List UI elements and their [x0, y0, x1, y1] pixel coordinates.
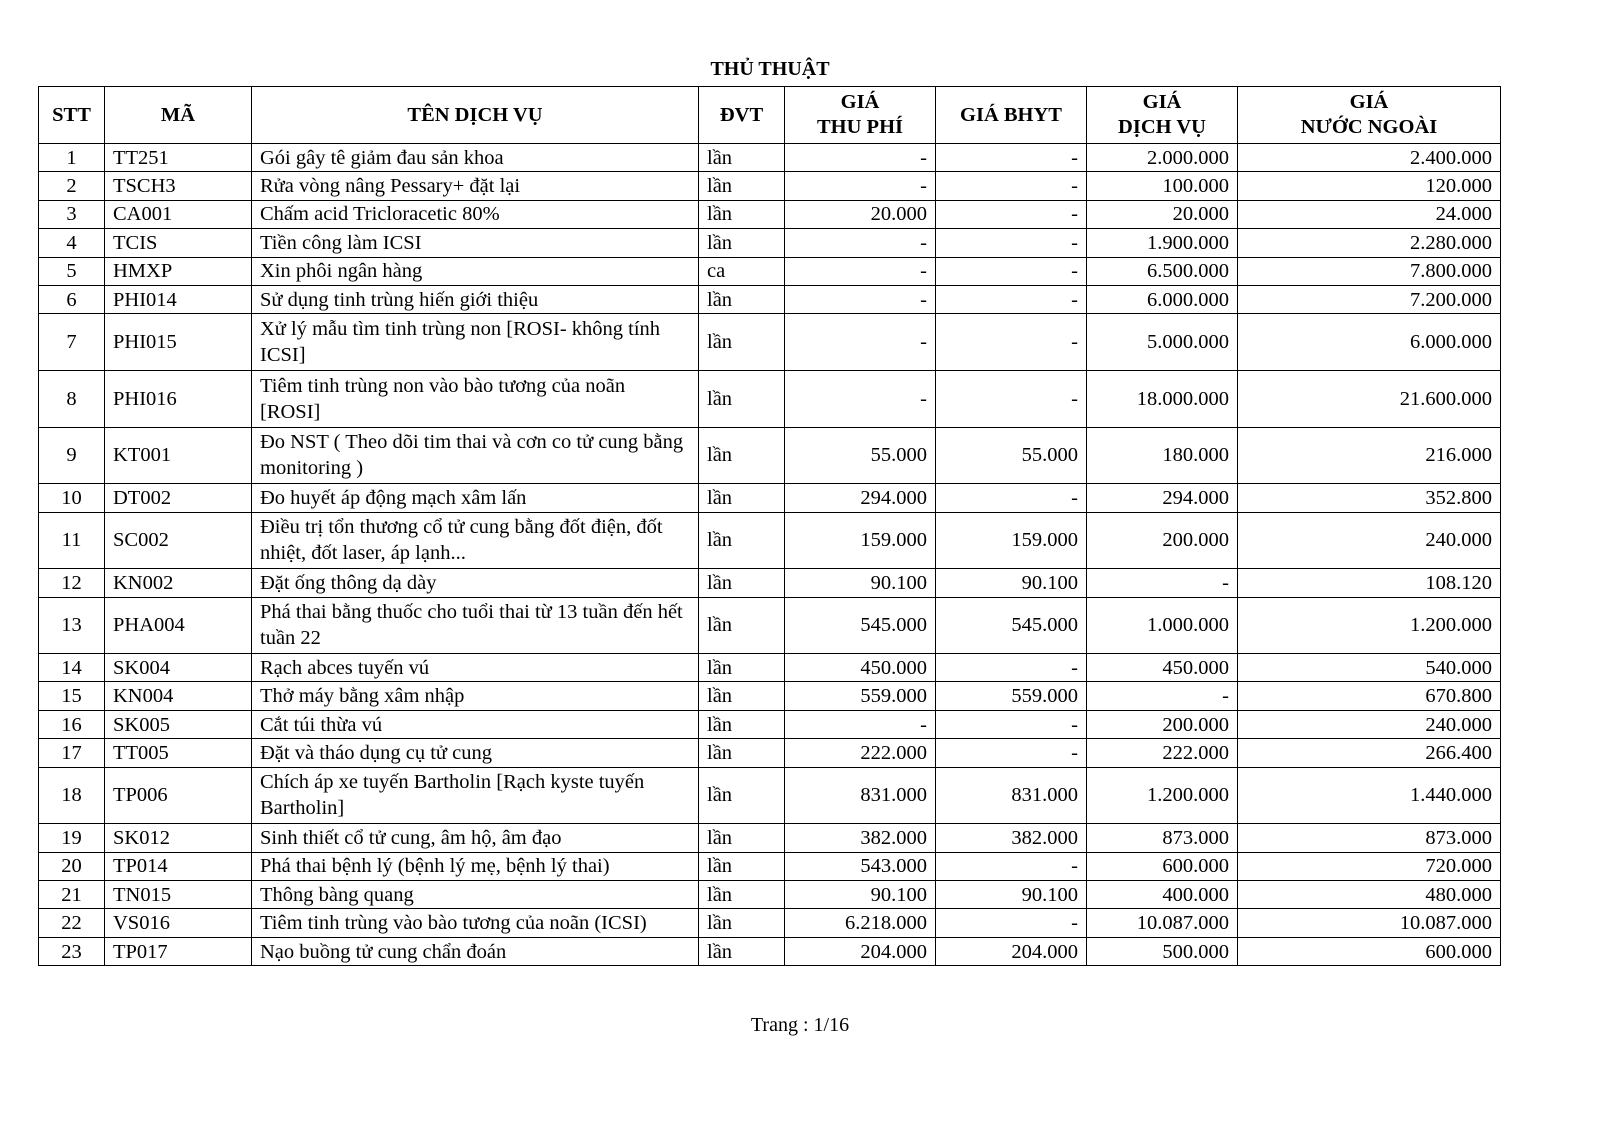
table-row — [39, 257, 1501, 285]
row-code: TSCH3 — [105, 172, 252, 200]
row-bhyt-price: 545.000 — [936, 597, 1087, 654]
row-code: VS016 — [105, 909, 252, 937]
row-service-name: Gói gây tê giảm đau sản khoa — [252, 144, 699, 172]
row-service-name: Tiêm tinh trùng non vào bào tương của noãn [ROSI] — [252, 370, 699, 427]
row-stt: 2 — [39, 172, 105, 200]
row-foreign-price: 670.800 — [1238, 682, 1501, 710]
row-service-price: 18.000.000 — [1087, 370, 1238, 427]
row-unit: lần — [699, 909, 785, 937]
header-bhyt-price: GIÁ BHYT — [936, 87, 1087, 144]
row-foreign-price: 2.280.000 — [1238, 229, 1501, 257]
row-service-name: Phá thai bệnh lý (bệnh lý mẹ, bệnh lý thai) — [252, 852, 699, 880]
row-foreign-price: 600.000 — [1238, 937, 1501, 965]
row-fee-price: 450.000 — [785, 654, 936, 682]
row-fee-price: - — [785, 314, 936, 371]
row-unit: lần — [699, 710, 785, 738]
row-fee-price: 90.100 — [785, 881, 936, 909]
row-foreign-price: 216.000 — [1238, 427, 1501, 484]
row-foreign-price: 6.000.000 — [1238, 314, 1501, 371]
row-bhyt-price: 90.100 — [936, 881, 1087, 909]
row-unit: lần — [699, 200, 785, 228]
table-row — [39, 739, 1501, 767]
row-bhyt-price: 90.100 — [936, 569, 1087, 597]
row-foreign-price: 240.000 — [1238, 710, 1501, 738]
row-stt: 9 — [39, 427, 105, 484]
table-row — [39, 229, 1501, 257]
table-row — [39, 852, 1501, 880]
row-fee-price: 90.100 — [785, 569, 936, 597]
row-foreign-price: 2.400.000 — [1238, 144, 1501, 172]
row-service-price: 294.000 — [1087, 484, 1238, 512]
row-unit: lần — [699, 370, 785, 427]
row-bhyt-price: 559.000 — [936, 682, 1087, 710]
page-title: THỦ THUẬT — [710, 58, 830, 80]
table-row — [39, 370, 1501, 427]
row-code: DT002 — [105, 484, 252, 512]
row-code: TP014 — [105, 852, 252, 880]
row-service-name: Thở máy bằng xâm nhập — [252, 682, 699, 710]
row-unit: lần — [699, 739, 785, 767]
row-stt: 6 — [39, 285, 105, 313]
row-bhyt-price: - — [936, 909, 1087, 937]
row-code: TT251 — [105, 144, 252, 172]
row-code: TT005 — [105, 739, 252, 767]
row-unit: lần — [699, 767, 785, 824]
header-foreign-line2: NƯỚC NGOÀI — [1300, 116, 1438, 138]
row-unit: lần — [699, 569, 785, 597]
header-service-price — [1087, 87, 1238, 144]
table-row — [39, 200, 1501, 228]
price-table — [38, 86, 1501, 966]
table-row — [39, 484, 1501, 512]
row-fee-price: 559.000 — [785, 682, 936, 710]
row-bhyt-price: - — [936, 314, 1087, 371]
row-service-price: 1.000.000 — [1087, 597, 1238, 654]
row-fee-price: 831.000 — [785, 767, 936, 824]
row-stt: 7 — [39, 314, 105, 371]
row-service-name: Sử dụng tinh trùng hiến giới thiệu — [252, 285, 699, 313]
row-stt: 11 — [39, 512, 105, 569]
row-service-price: 6.000.000 — [1087, 285, 1238, 313]
row-code: SC002 — [105, 512, 252, 569]
page-number: Trang : 1/16 — [750, 1014, 850, 1036]
row-service-price: 10.087.000 — [1087, 909, 1238, 937]
row-foreign-price: 1.200.000 — [1238, 597, 1501, 654]
row-foreign-price: 266.400 — [1238, 739, 1501, 767]
row-code: SK004 — [105, 654, 252, 682]
row-service-price: 1.200.000 — [1087, 767, 1238, 824]
row-service-name: Sinh thiết cổ tử cung, âm hộ, âm đạo — [252, 824, 699, 852]
row-stt: 19 — [39, 824, 105, 852]
row-stt: 13 — [39, 597, 105, 654]
row-foreign-price: 24.000 — [1238, 200, 1501, 228]
row-code: SK012 — [105, 824, 252, 852]
row-service-price: 600.000 — [1087, 852, 1238, 880]
table-row — [39, 767, 1501, 824]
row-code: KN002 — [105, 569, 252, 597]
row-bhyt-price: - — [936, 654, 1087, 682]
row-stt: 4 — [39, 229, 105, 257]
header-fee-line1: GIÁ — [840, 91, 880, 113]
row-unit: lần — [699, 597, 785, 654]
row-stt: 5 — [39, 257, 105, 285]
row-fee-price: - — [785, 144, 936, 172]
row-service-name: Đo NST ( Theo dõi tim thai và cơn co tử cung bằng monitoring ) — [252, 427, 699, 484]
header-service-line2: DỊCH VỤ — [1118, 116, 1206, 138]
row-service-price: 5.000.000 — [1087, 314, 1238, 371]
row-bhyt-price: - — [936, 739, 1087, 767]
row-stt: 15 — [39, 682, 105, 710]
row-service-name: Xử lý mẫu tìm tinh trùng non [ROSI- không tính ICSI] — [252, 314, 699, 371]
row-foreign-price: 352.800 — [1238, 484, 1501, 512]
row-fee-price: - — [785, 172, 936, 200]
row-service-price: 1.900.000 — [1087, 229, 1238, 257]
row-bhyt-price: 831.000 — [936, 767, 1087, 824]
row-foreign-price: 7.800.000 — [1238, 257, 1501, 285]
row-stt: 16 — [39, 710, 105, 738]
row-foreign-price: 873.000 — [1238, 824, 1501, 852]
row-bhyt-price: 159.000 — [936, 512, 1087, 569]
row-unit: lần — [699, 654, 785, 682]
row-fee-price: 543.000 — [785, 852, 936, 880]
row-service-name: Thông bàng quang — [252, 881, 699, 909]
table-row — [39, 710, 1501, 738]
row-bhyt-price: - — [936, 484, 1087, 512]
row-code: HMXP — [105, 257, 252, 285]
row-service-price: 500.000 — [1087, 937, 1238, 965]
header-stt: STT — [39, 87, 105, 144]
row-foreign-price: 120.000 — [1238, 172, 1501, 200]
row-stt: 3 — [39, 200, 105, 228]
row-stt: 8 — [39, 370, 105, 427]
row-stt: 12 — [39, 569, 105, 597]
row-code: TN015 — [105, 881, 252, 909]
row-service-name: Cắt túi thừa vú — [252, 710, 699, 738]
table-row — [39, 512, 1501, 569]
row-stt: 21 — [39, 881, 105, 909]
row-service-name: Phá thai bằng thuốc cho tuổi thai từ 13 tuần đến hết tuần 22 — [252, 597, 699, 654]
row-code: PHA004 — [105, 597, 252, 654]
row-fee-price: 222.000 — [785, 739, 936, 767]
table-row — [39, 314, 1501, 371]
row-stt: 18 — [39, 767, 105, 824]
row-code: SK005 — [105, 710, 252, 738]
row-code: PHI016 — [105, 370, 252, 427]
row-unit: lần — [699, 484, 785, 512]
row-service-name: Đặt ống thông dạ dày — [252, 569, 699, 597]
row-service-price: - — [1087, 569, 1238, 597]
row-fee-price: - — [785, 229, 936, 257]
row-fee-price: 6.218.000 — [785, 909, 936, 937]
header-foreign-line1: GIÁ — [1349, 91, 1389, 113]
row-code: PHI014 — [105, 285, 252, 313]
row-foreign-price: 1.440.000 — [1238, 767, 1501, 824]
header-service-name: TÊN DỊCH VỤ — [252, 87, 699, 144]
header-fee-price — [785, 87, 936, 144]
table-row — [39, 824, 1501, 852]
row-service-price: 873.000 — [1087, 824, 1238, 852]
row-unit: lần — [699, 172, 785, 200]
row-unit: lần — [699, 824, 785, 852]
row-bhyt-price: 55.000 — [936, 427, 1087, 484]
row-fee-price: - — [785, 285, 936, 313]
row-unit: lần — [699, 285, 785, 313]
row-service-price: - — [1087, 682, 1238, 710]
row-fee-price: 294.000 — [785, 484, 936, 512]
row-unit: lần — [699, 512, 785, 569]
row-fee-price: 20.000 — [785, 200, 936, 228]
header-fee-line2: THU PHÍ — [817, 116, 903, 138]
table-row — [39, 937, 1501, 965]
row-foreign-price: 540.000 — [1238, 654, 1501, 682]
row-service-price: 450.000 — [1087, 654, 1238, 682]
row-bhyt-price: - — [936, 852, 1087, 880]
row-stt: 23 — [39, 937, 105, 965]
row-foreign-price: 720.000 — [1238, 852, 1501, 880]
row-unit: lần — [699, 682, 785, 710]
row-stt: 14 — [39, 654, 105, 682]
row-unit: lần — [699, 852, 785, 880]
table-row — [39, 909, 1501, 937]
row-service-name: Chích áp xe tuyến Bartholin [Rạch kyste tuyến Bartholin] — [252, 767, 699, 824]
row-service-price: 6.500.000 — [1087, 257, 1238, 285]
row-service-price: 180.000 — [1087, 427, 1238, 484]
header-code: MÃ — [105, 87, 252, 144]
row-service-name: Rạch abces tuyến vú — [252, 654, 699, 682]
row-service-price: 2.000.000 — [1087, 144, 1238, 172]
row-bhyt-price: - — [936, 370, 1087, 427]
row-code: KN004 — [105, 682, 252, 710]
row-service-price: 200.000 — [1087, 512, 1238, 569]
table-row — [39, 682, 1501, 710]
row-foreign-price: 10.087.000 — [1238, 909, 1501, 937]
row-code: TP006 — [105, 767, 252, 824]
row-foreign-price: 240.000 — [1238, 512, 1501, 569]
table-row — [39, 427, 1501, 484]
row-bhyt-price: 204.000 — [936, 937, 1087, 965]
row-fee-price: - — [785, 710, 936, 738]
row-unit: lần — [699, 427, 785, 484]
row-fee-price: - — [785, 370, 936, 427]
row-service-price: 400.000 — [1087, 881, 1238, 909]
row-code: TP017 — [105, 937, 252, 965]
table-row — [39, 597, 1501, 654]
row-foreign-price: 7.200.000 — [1238, 285, 1501, 313]
row-fee-price: 382.000 — [785, 824, 936, 852]
header-unit: ĐVT — [699, 87, 785, 144]
row-bhyt-price: - — [936, 172, 1087, 200]
row-fee-price: - — [785, 257, 936, 285]
row-unit: lần — [699, 144, 785, 172]
row-bhyt-price: - — [936, 257, 1087, 285]
header-foreign-price — [1238, 87, 1501, 144]
row-service-price: 200.000 — [1087, 710, 1238, 738]
row-foreign-price: 21.600.000 — [1238, 370, 1501, 427]
row-stt: 1 — [39, 144, 105, 172]
table-header-row — [39, 87, 1501, 144]
row-service-name: Rửa vòng nâng Pessary+ đặt lại — [252, 172, 699, 200]
row-code: CA001 — [105, 200, 252, 228]
row-stt: 20 — [39, 852, 105, 880]
table-row — [39, 285, 1501, 313]
row-unit: lần — [699, 881, 785, 909]
row-foreign-price: 480.000 — [1238, 881, 1501, 909]
row-service-price: 222.000 — [1087, 739, 1238, 767]
row-stt: 10 — [39, 484, 105, 512]
row-fee-price: 55.000 — [785, 427, 936, 484]
row-service-name: Nạo buồng tử cung chẩn đoán — [252, 937, 699, 965]
row-service-name: Tiền công làm ICSI — [252, 229, 699, 257]
row-bhyt-price: - — [936, 229, 1087, 257]
row-bhyt-price: - — [936, 285, 1087, 313]
row-code: PHI015 — [105, 314, 252, 371]
table-row — [39, 881, 1501, 909]
row-stt: 17 — [39, 739, 105, 767]
row-service-name: Đặt và tháo dụng cụ tử cung — [252, 739, 699, 767]
table-row — [39, 654, 1501, 682]
row-code: KT001 — [105, 427, 252, 484]
row-unit: ca — [699, 257, 785, 285]
table-body — [39, 144, 1501, 966]
row-foreign-price: 108.120 — [1238, 569, 1501, 597]
row-service-name: Tiêm tinh trùng vào bào tương của noãn (ICSI) — [252, 909, 699, 937]
row-code: TCIS — [105, 229, 252, 257]
row-service-name: Điều trị tổn thương cổ tử cung bằng đốt điện, đốt nhiệt, đốt laser, áp lạnh... — [252, 512, 699, 569]
row-fee-price: 545.000 — [785, 597, 936, 654]
row-bhyt-price: - — [936, 144, 1087, 172]
header-service-line1: GIÁ — [1142, 91, 1182, 113]
row-service-name: Chấm acid Tricloracetic 80% — [252, 200, 699, 228]
table-row — [39, 569, 1501, 597]
row-service-name: Xin phôi ngân hàng — [252, 257, 699, 285]
row-unit: lần — [699, 937, 785, 965]
row-bhyt-price: 382.000 — [936, 824, 1087, 852]
row-unit: lần — [699, 229, 785, 257]
row-bhyt-price: - — [936, 200, 1087, 228]
row-bhyt-price: - — [936, 710, 1087, 738]
row-unit: lần — [699, 314, 785, 371]
table-row — [39, 172, 1501, 200]
table-row — [39, 144, 1501, 172]
row-fee-price: 204.000 — [785, 937, 936, 965]
row-service-price: 20.000 — [1087, 200, 1238, 228]
row-fee-price: 159.000 — [785, 512, 936, 569]
row-service-price: 100.000 — [1087, 172, 1238, 200]
row-stt: 22 — [39, 909, 105, 937]
row-service-name: Đo huyết áp động mạch xâm lấn — [252, 484, 699, 512]
